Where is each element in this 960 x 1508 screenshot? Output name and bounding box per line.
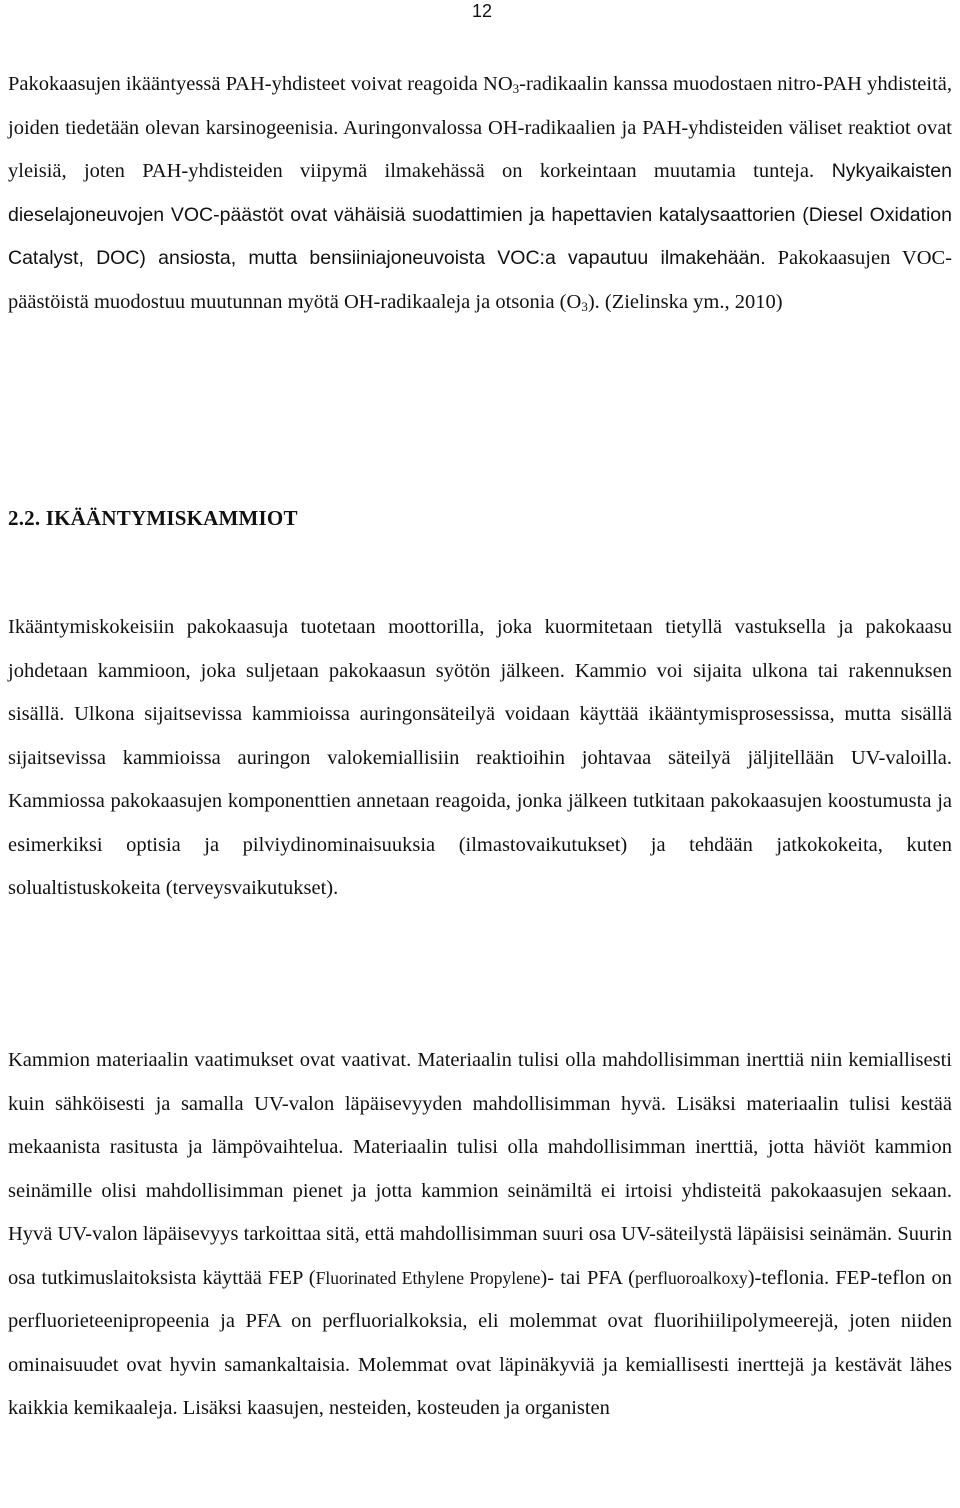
paragraph-text: Pakokaasujen VOC-päästöistä muodostuu muutunnan myötä OH-radikaaleja ja otsonia (O	[8, 247, 952, 313]
paragraph-text: Pakokaasujen ikääntyessä PAH-yhdisteet voivat reagoida NO	[8, 73, 513, 95]
section-heading: 2.2. IKÄÄNTYMISKAMMIOT	[8, 506, 298, 530]
paragraph-pah-aging	[8, 63, 952, 324]
paragraph-text: Fluorinated Ethylene Propylene	[315, 1267, 541, 1288]
paragraph-text: )- tai PFA (	[540, 1266, 635, 1289]
subscript: 3	[581, 298, 588, 314]
paragraph-chamber-materials	[8, 1039, 952, 1431]
paragraph-aging-experiments	[8, 606, 952, 911]
paragraph-text: Kammion materiaalin vaatimukset ovat vaativat. Materiaalin tulisi olla mahdollisimman inerttiä niin kemiallisesti kuin sähköisesti ja samalla UV-valon läpäisevyyden mahdollisimman hyvä. Lisäksi materiaalin tulisi kestää mekaanista rasitusta ja lämpövaihtelua. Materiaalin tulisi olla mahdollisimman inerttiä, jotta häviöt kammion seinämille olisi mahdollisimman pienet ja jotta kammion seinämiltä ei irtoisi yhdisteitä pakokaasujen sekaan. Hyvä UV-valon läpäisevyys tarkoittaa sitä, että mahdollisimman suuri osa UV-säteilystä läpäisisi seinämän. Suurin osa tutkimuslaitoksista käyttää FEP (	[8, 1049, 952, 1289]
paragraph-text: )-teflonia. FEP-teflon on perfluorieteenipropeenia ja PFA on perfluorialkoksia, eli molemmat ovat fluorihiilipolymeerejä, joten niiden ominaisuudet ovat hyvin samankaltaisia. Molemmat ovat läpinäkyviä ja kemiallisesti inerttejä ja kestävät lähes kaikkia kemikaaleja. Lisäksi kaasujen, nesteiden, kosteuden ja organisten	[8, 1266, 952, 1419]
paragraph-text: Nykyaikaisten dieselajoneuvojen VOC-päästöt ovat vähäisiä suodattimien ja hapettavien katalysaattorien (Diesel Oxidation Catalyst, DOC) ansiosta, mutta bensiiniajoneuvoista VOC:a vapautuu ilmakehään.	[8, 160, 952, 269]
paragraph-text: ). (Zielinska ym., 2010)	[587, 290, 783, 313]
page-number: 12	[471, 1, 492, 21]
subscript: 3	[512, 81, 520, 96]
paragraph-text: Ikääntymiskokeisiin pakokaasuja tuotetaan moottorilla, joka kuormitetaan tietyllä vastuksella ja pakokaasu johdetaan kammioon, joka suljetaan pakokaasun syötön jälkeen. Kammio voi sijaita ulkona tai rakennuksen sisällä. Ulkona sijaitsevissa kammioissa auringonsäteilyä voidaan käyttää ikääntymisprosessissa, mutta sisällä sijaitsevissa kammioissa auringon valokemiallisiin reaktioihin johtavaa säteilyä jäljitellään UV-valoilla. Kammiossa pakokaasujen komponenttien annetaan reagoida, jonka jälkeen tutkitaan pakokaasujen koostumusta ja esimerkiksi optisia ja pilviydinominaisuuksia (ilmastovaikutukset) ja tehdään jatkokokeita, kuten solualtistuskokeita (terveysvaikutukset).	[8, 616, 952, 899]
paragraph-text: -radikaalin kanssa muodostaen nitro-PAH yhdisteitä, joiden tiedetään olevan karsinogeenisia. Auringonvalossa OH-radikaalien ja PAH-yhdisteiden väliset reaktiot ovat yleisiä, joten PAH-yhdisteiden viipymä ilmakehässä on korkeintaan muutamia tunteja.	[8, 73, 952, 182]
paragraph-text: perfluoroalkoxy	[634, 1267, 748, 1288]
